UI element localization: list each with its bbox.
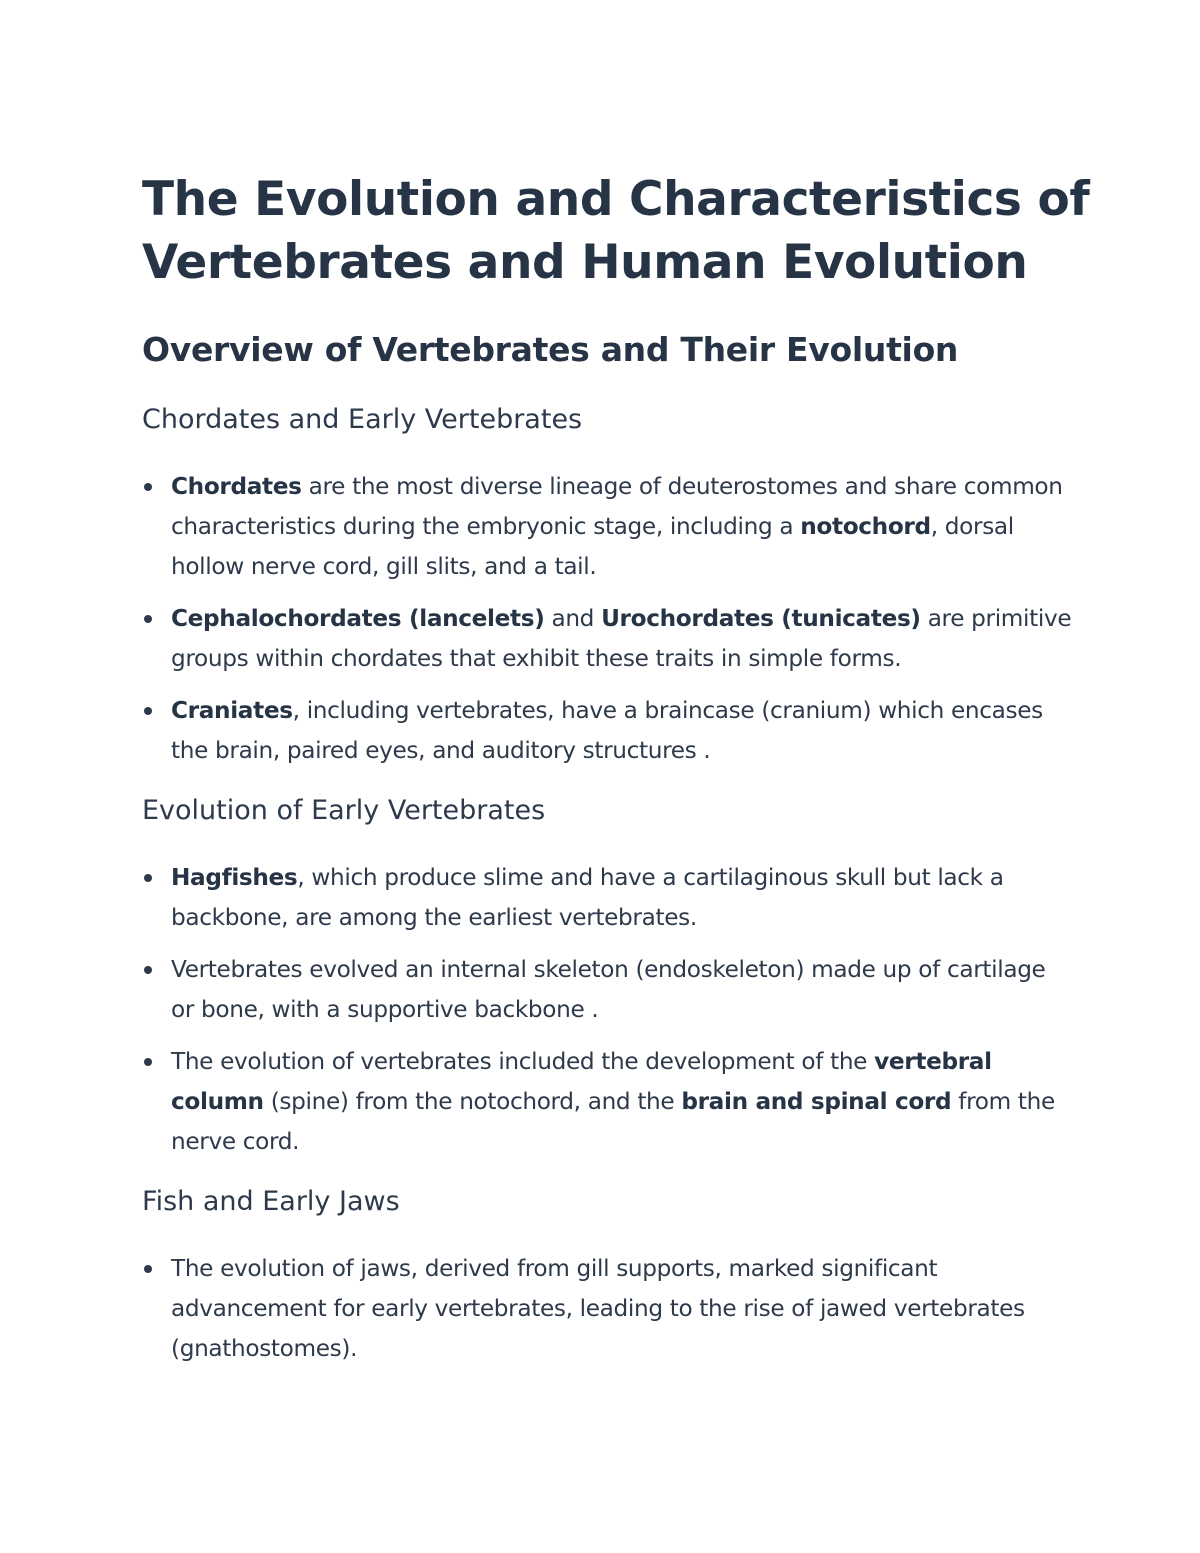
item-text: are the most diverse lineage of deuterostomes and share common characteristics during the embryonic stage, including a: [171, 473, 1063, 540]
subsection-heading-early-vertebrates: Evolution of Early Vertebrates: [142, 795, 546, 826]
list-item: [142, 950, 1072, 1030]
fish-jaws-list: [142, 1249, 1072, 1369]
subsection-heading-fish-jaws: Fish and Early Jaws: [142, 1186, 400, 1217]
item-text: are primitive groups within chordates that exhibit these traits in simple forms.: [171, 605, 1072, 672]
bullet-icon: [144, 1265, 152, 1273]
subsection-heading-chordates: Chordates and Early Vertebrates: [142, 404, 583, 435]
section-heading: Overview of Vertebrates and Their Evolution: [142, 330, 959, 369]
item-text: The evolution of vertebrates included the development of the: [171, 1048, 875, 1075]
list-item: [142, 599, 1072, 679]
item-text: Vertebrates evolved an internal skeleton (endoskeleton) made up of cartilage or bone, with a supportive backbone .: [171, 956, 1046, 1023]
list-item: [142, 1042, 1072, 1162]
bold-term: Urochordates (tunicates): [601, 605, 921, 632]
bold-term: Craniates: [171, 697, 293, 724]
document-page: [142, 168, 1090, 1369]
bullet-icon: [144, 1058, 152, 1066]
list-item: [142, 858, 1072, 938]
title-line-1: The Evolution and Characteristics of: [142, 172, 1090, 227]
early-vertebrates-list: [142, 858, 1072, 1162]
bold-term: Hagfishes: [171, 864, 298, 891]
list-item: [142, 467, 1072, 587]
item-text: from the nerve cord.: [171, 1088, 1055, 1155]
list-item: [142, 1249, 1072, 1369]
bold-term: vertebral column: [171, 1048, 992, 1115]
title-line-2: Vertebrates and Human Evolution: [142, 235, 1028, 290]
bold-term: notochord: [800, 513, 931, 540]
bullet-icon: [144, 707, 152, 715]
item-text: The evolution of jaws, derived from gill supports, marked significant advancement for early vertebrates, leading to the rise of jawed vertebrates (gnathostomes).: [171, 1255, 1025, 1362]
bullet-icon: [144, 966, 152, 974]
bold-term: Cephalochordates (lancelets): [171, 605, 545, 632]
item-text: , including vertebrates, have a braincase (cranium) which encases the brain, paired eyes, and auditory structures .: [171, 697, 1043, 764]
item-text: (spine) from the notochord, and the: [263, 1088, 682, 1115]
bullet-icon: [144, 483, 152, 491]
chordates-list: [142, 467, 1072, 771]
bold-term: brain and spinal cord: [681, 1088, 952, 1115]
bullet-icon: [144, 874, 152, 882]
item-text: , dorsal hollow nerve cord, gill slits, and a tail.: [171, 513, 1014, 580]
document-title: [142, 168, 1090, 294]
list-item: [142, 691, 1072, 771]
bullet-icon: [144, 615, 152, 623]
bold-term: Chordates: [171, 473, 302, 500]
item-text: and: [544, 605, 602, 632]
item-text: , which produce slime and have a cartilaginous skull but lack a backbone, are among the earliest vertebrates.: [171, 864, 1004, 931]
